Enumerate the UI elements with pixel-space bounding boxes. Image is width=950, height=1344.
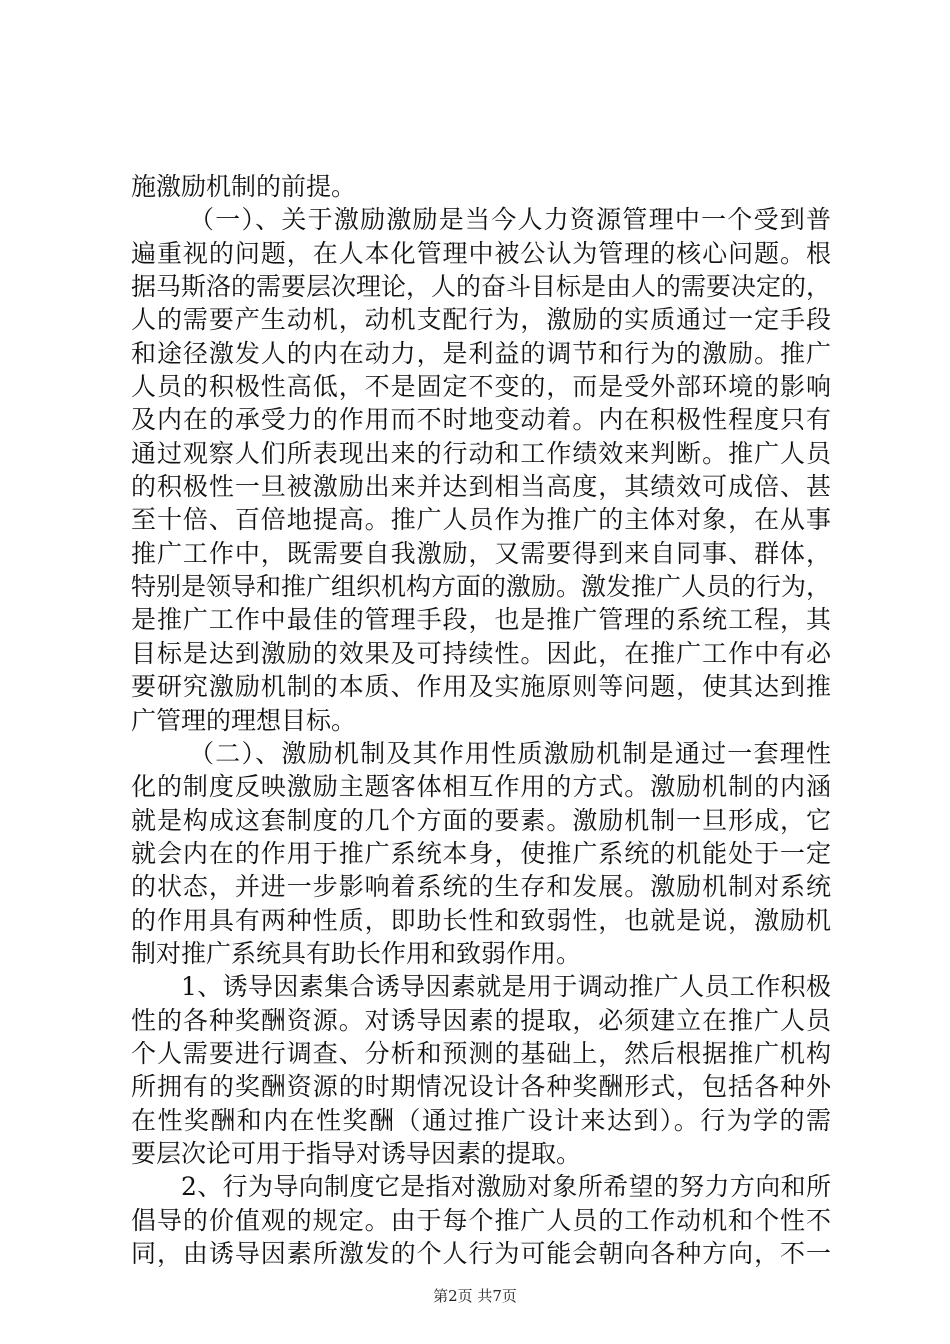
text-line: 性的各种奖酬资源。对诱导因素的提取，必须建立在推广人员 <box>131 1005 831 1035</box>
text-line: 目标是达到激励的效果及可持续性。因此，在推广工作中有必 <box>131 638 831 668</box>
text-line: 是推广工作中最佳的管理手段，也是推广管理的系统工程，其 <box>131 605 831 635</box>
text-line: 倡导的价值观的规定。由于每个推广人员的工作动机和个性不 <box>131 1205 831 1235</box>
text-line: 通过观察人们所表现出来的行动和工作绩效来判断。推广人员 <box>131 438 831 468</box>
paragraph-heading-line: 1、诱导因素集合诱导因素就是用于调动推广人员工作积极 <box>181 972 831 1002</box>
text-line: 的积极性一旦被激励出来并达到相当高度，其绩效可成倍、甚 <box>131 472 831 502</box>
document-body <box>131 170 831 1270</box>
text-line: 特别是领导和推广组织机构方面的激励。激发推广人员的行为， <box>131 572 831 602</box>
paragraph-heading-line: 2、行为导向制度它是指对激励对象所希望的努力方向和所 <box>181 1172 831 1202</box>
text-line: 和途径激发人的内在动力，是利益的调节和行为的激励。推广 <box>131 338 831 368</box>
paragraph-heading-line: （二）、激励机制及其作用性质激励机制是通过一套理性 <box>189 738 831 768</box>
text-line: 就会内在的作用于推广系统本身，使推广系统的机能处于一定 <box>131 838 831 868</box>
text-line: 遍重视的问题，在人本化管理中被公认为管理的核心问题。根 <box>131 238 831 268</box>
text-line: 据马斯洛的需要层次理论，人的奋斗目标是由人的需要决定的， <box>131 272 831 302</box>
text-line: 及内在的承受力的作用而不时地变动着。内在积极性程度只有 <box>131 405 831 435</box>
text-line: 所拥有的奖酬资源的时期情况设计各种奖酬形式，包括各种外 <box>131 1072 831 1102</box>
text-line: 化的制度反映激励主题客体相互作用的方式。激励机制的内涵 <box>131 772 831 802</box>
text-line: 人员的积极性高低，不是固定不变的，而是受外部环境的影响 <box>131 372 831 402</box>
text-line: 人的需要产生动机，动机支配行为，激励的实质通过一定手段 <box>131 305 831 335</box>
text-line: 个人需要进行调查、分析和预测的基础上，然后根据推广机构 <box>131 1038 831 1068</box>
text-line: 推广工作中，既需要自我激励，又需要得到来自同事、群体， <box>131 538 831 568</box>
text-line: 至十倍、百倍地提高。推广人员作为推广的主体对象，在从事 <box>131 505 831 535</box>
text-line: 的作用具有两种性质，即助长性和致弱性，也就是说，激励机 <box>131 905 831 935</box>
text-line: 在性奖酬和内在性奖酬（通过推广设计来达到）。行为学的需 <box>131 1105 831 1135</box>
text-line: 要层次论可用于指导对诱导因素的提取。 <box>131 1138 582 1168</box>
text-line: 的状态，并进一步影响着系统的生存和发展。激励机制对系统 <box>131 872 831 902</box>
text-line: 就是构成这套制度的几个方面的要素。激励机制一旦形成，它 <box>131 805 831 835</box>
text-line: 同，由诱导因素所激发的个人行为可能会朝向各种方向，不一 <box>131 1239 831 1268</box>
text-line: 广管理的理想目标。 <box>131 705 357 735</box>
paragraph-heading-line: （一）、关于激励激励是当今人力资源管理中一个受到普 <box>189 205 831 235</box>
text-line: 要研究激励机制的本质、作用及实施原则等问题，使其达到推 <box>131 672 831 702</box>
text-line: 施激励机制的前提。 <box>131 172 357 201</box>
page-number-footer: 第2页 共7页 <box>433 1287 517 1305</box>
text-line: 制对推广系统具有助长作用和致弱作用。 <box>131 938 582 968</box>
